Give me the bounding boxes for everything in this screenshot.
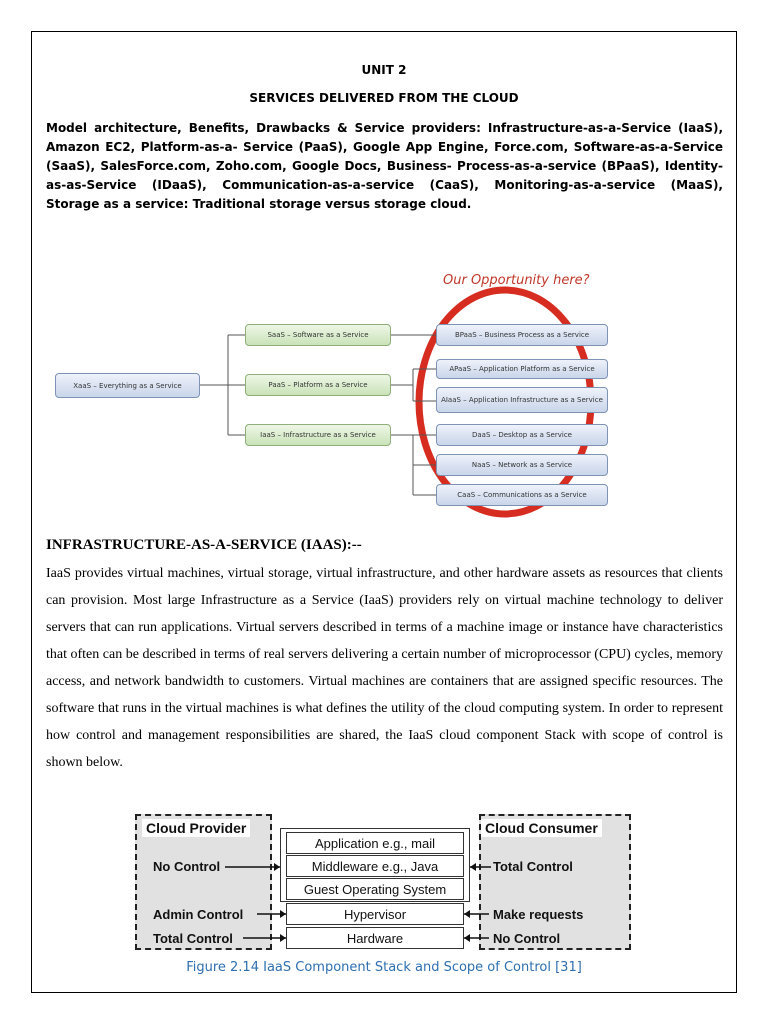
chapter-title: SERVICES DELIVERED FROM THE CLOUD <box>249 91 519 105</box>
layer-middleware: Middleware e.g., Java <box>286 855 464 877</box>
consumer-total-control: Total Control <box>493 859 573 874</box>
consumer-make-requests: Make requests <box>493 907 584 922</box>
consumer-no-control: No Control <box>493 931 561 946</box>
naas-box: NaaS – Network as a Service <box>436 454 608 476</box>
bpaas-box: BPaaS – Business Process as a Service <box>436 324 608 346</box>
consumer-title: Cloud Consumer <box>481 819 602 837</box>
iaas-box: IaaS – Infrastructure as a Service <box>245 424 391 446</box>
daas-box: DaaS – Desktop as a Service <box>436 424 608 446</box>
unit-title: UNIT 2 <box>361 63 407 77</box>
opportunity-label: Our Opportunity here? <box>443 273 590 288</box>
layer-application: Application e.g., mail <box>286 832 464 854</box>
paas-box: PaaS – Platform as a Service <box>245 374 391 396</box>
layer-hardware: Hardware <box>286 927 464 949</box>
provider-admin-control: Admin Control <box>153 907 244 922</box>
provider-title: Cloud Provider <box>142 819 250 837</box>
saas-box: SaaS – Software as a Service <box>245 324 391 346</box>
topics-list: Model architecture, Benefits, Drawbacks & Service providers: Infrastructure-as-a-Service (IaaS), Amazon EC2, Platform-as-a- Service (PaaS), Google App Engine, Force.com, Software-as-a-Service (SaaS), SalesForce.com, Zoho.com, Google Docs, Business- Process-as-a-service (BPaaS), Identity-as-as-Service (IDaaS), Communication-as-a-service (CaaS), Monitoring-as-a-service (MaaS), Storage as a service: Traditional storage versus storage cloud. <box>46 121 723 211</box>
caas-box: CaaS – Communications as a Service <box>436 484 608 506</box>
layer-hypervisor: Hypervisor <box>286 903 464 925</box>
aiaas-box: AIaaS – Application Infrastructure as a Service <box>436 387 608 413</box>
xaas-box: XaaS – Everything as a Service <box>55 373 200 398</box>
provider-no-control: No Control <box>153 859 221 874</box>
figure-caption: Figure 2.14 IaaS Component Stack and Scope of Control [31] <box>186 960 582 975</box>
section-heading: INFRASTRUCTURE-AS-A-SERVICE (IAAS):-- <box>46 537 362 553</box>
provider-total-control: Total Control <box>153 931 233 946</box>
xaas-diagram <box>50 268 620 518</box>
layer-guest-os: Guest Operating System <box>286 878 464 900</box>
apaas-box: APaaS – Application Platform as a Service <box>436 359 608 379</box>
section-paragraph: IaaS provides virtual machines, virtual storage, virtual infrastructure, and other hardware assets as resources that clients can provision. Most large Infrastructure as a Service (IaaS) providers rely on virtual machine technology to deliver servers that can run applications. Virtual servers described in terms of a machine image or instance have characteristics that often can be described in terms of real servers delivering a certain number of microprocessor (CPU) cycles, memory access, and network bandwidth to customers. Virtual machines are containers that are assigned specific resources. The software that runs in the virtual machines is what defines the utility of the cloud computing system. In order to represent how control and management responsibilities are shared, the IaaS cloud component Stack with scope of control is shown below. <box>46 566 723 770</box>
